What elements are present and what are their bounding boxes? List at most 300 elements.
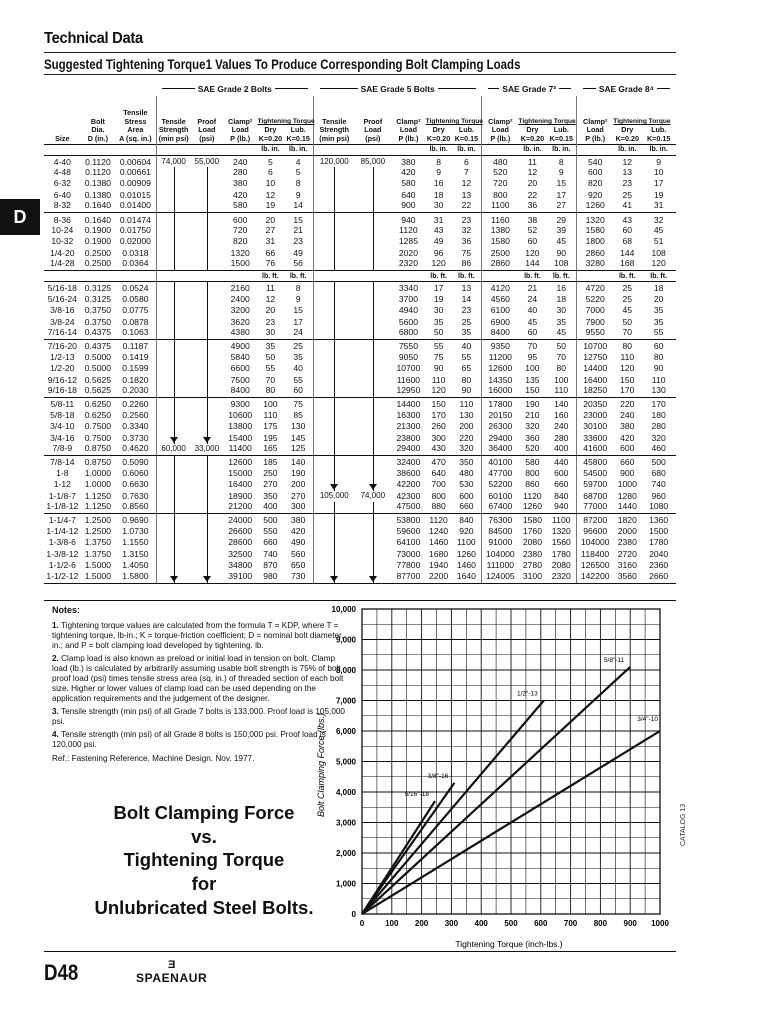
bolt-size: 4-48 <box>53 166 71 177</box>
g2-tensile <box>156 456 191 468</box>
g8-torque-dry: 900 <box>620 467 635 478</box>
stress-area: 0.2560 <box>122 409 149 420</box>
spec-continuation-line <box>174 549 175 561</box>
spec-continuation-line <box>334 560 335 572</box>
g7-torque-dry: 1760 <box>522 525 542 536</box>
g5-torque-lub: 32 <box>461 224 472 235</box>
unit-label: lb. in. <box>452 144 482 155</box>
g8-torque-dry: 220 <box>620 399 635 410</box>
g5-clamp-load: 77800 <box>396 560 421 571</box>
g8-torque-lub: 680 <box>651 467 666 478</box>
g7-torque-dry: 36 <box>518 201 546 213</box>
g2-clamp-load: 1500 <box>223 259 258 271</box>
g5-torque-lub: 920 <box>459 525 474 536</box>
g5-proof <box>355 467 392 479</box>
g8-torque-dry: 2720 <box>617 548 637 559</box>
table-row <box>44 456 676 468</box>
g5-clamp-load: 11600 <box>396 374 421 385</box>
x-tick-label: 600 <box>534 919 548 928</box>
g2-tensile <box>156 236 191 248</box>
g5-proof <box>355 537 392 549</box>
bolt-size: 1/4-28 <box>44 259 81 271</box>
spec-continuation-line <box>373 514 374 525</box>
stress-area: 0.1599 <box>122 363 149 374</box>
g7-torque-lub: 39 <box>556 224 567 235</box>
g5-clamp-load: 900 <box>391 201 426 213</box>
g7-torque-dry: 22 <box>527 190 538 201</box>
stress-area: 0.01015 <box>119 190 151 201</box>
bolt-size: 10-32 <box>51 236 74 247</box>
g2-torque-dry: 870 <box>263 560 278 571</box>
g5-tensile <box>314 409 355 421</box>
spec-continuation-line <box>174 259 175 270</box>
spec-continuation-line <box>174 537 175 549</box>
g5-torque-dry: 50 <box>426 328 452 340</box>
g5-tensile <box>314 421 355 433</box>
g2-proof <box>191 363 223 375</box>
g2-torque-dry: 31 <box>265 236 276 247</box>
spec-continuation-line <box>207 525 208 537</box>
bolt-size: 4-40 <box>53 156 71 167</box>
g8-torque-lub: 170 <box>651 399 666 410</box>
table-row <box>44 502 676 514</box>
g5-proof <box>355 363 392 375</box>
g5-clamp-load: 9050 <box>398 351 418 362</box>
g5-torque-lub: 320 <box>452 444 482 456</box>
g5-torque-dry: 43 <box>433 224 444 235</box>
spec-continuation-line <box>174 317 175 329</box>
stress-area: 0.8560 <box>115 502 156 514</box>
g2-proof: 55,000 <box>194 156 220 166</box>
g8-clamp-load: 540 <box>577 155 614 167</box>
g5-torque-dry: 470 <box>431 457 446 468</box>
spec-continuation-line <box>373 375 374 387</box>
g5-clamp-load: 1120 <box>399 224 418 235</box>
series-label: 1/2"-13 <box>517 690 538 698</box>
g8-torque-lub: 130 <box>641 386 676 398</box>
g7-clamp-load: 520 <box>482 167 519 179</box>
bolt-size: 5/16-24 <box>47 293 77 304</box>
g7-clamp-load: 67400 <box>482 502 519 514</box>
g8-torque-dry: 420 <box>620 432 635 443</box>
bolt-size: 8-32 <box>44 201 81 213</box>
table-row <box>44 282 676 294</box>
spec-continuation-line <box>373 305 374 317</box>
y-tick-label: 10,000 <box>331 605 356 614</box>
g5-torque-dry: 8 <box>436 156 441 167</box>
y-tick-label: 2,000 <box>335 849 356 858</box>
g7-torque-dry: 21 <box>527 283 538 294</box>
g2-tensile <box>156 479 191 491</box>
g2-torque-lub: 730 <box>283 572 313 584</box>
g8-torque-lub: 1780 <box>649 537 669 548</box>
unit-label: lb. in. <box>518 144 546 155</box>
spec-continuation-line <box>373 236 374 248</box>
g7-torque-lub: 400 <box>546 444 576 456</box>
g2-torque-dry: 400 <box>257 502 283 514</box>
spec-continuation-line <box>174 167 175 179</box>
g8-torque-dry: 240 <box>620 409 635 420</box>
table-row <box>44 409 676 421</box>
x-axis-label: Tightening Torque (inch-lbs.) <box>455 939 563 949</box>
g5-torque-dry: 150 <box>431 399 446 410</box>
g2-proof <box>191 467 223 479</box>
stress-area: 1.5800 <box>115 572 156 584</box>
g7-clamp-load: 20150 <box>482 409 519 421</box>
g2-proof <box>191 491 223 503</box>
g7-clamp-load: 60100 <box>482 491 519 503</box>
g5-torque-dry: 1680 <box>429 548 449 559</box>
series-label: 3/8"-16 <box>427 772 449 780</box>
g5-tensile: 105,000 <box>314 491 355 503</box>
g8-clamp-load: 9550 <box>577 328 614 340</box>
g8-clamp-load: 820 <box>577 178 614 190</box>
spec-continuation-line <box>174 328 175 339</box>
col-lub: Lub. K=0.15 <box>549 125 573 143</box>
g7-torque-dry: 45 <box>527 317 538 327</box>
bolt-size: 1-3/8-12 <box>46 548 79 559</box>
g7-torque-lub: 1100 <box>552 515 571 526</box>
spec-continuation-line <box>207 225 208 237</box>
g2-torque-dry: 27 <box>265 224 276 235</box>
g8-clamp-load: 23000 <box>577 409 614 421</box>
stress-area: 0.2030 <box>115 386 156 398</box>
g2-clamp-load: 1320 <box>230 248 250 259</box>
g8-torque-dry: 13 <box>622 166 633 177</box>
table-row <box>44 201 676 213</box>
stress-area: 0.3340 <box>122 421 149 432</box>
g5-tensile <box>314 444 355 456</box>
g2-tensile <box>156 433 191 445</box>
col-stress-area: Tensile Stress Area A (sq. in.) <box>119 107 152 143</box>
g7-clamp-load: 124005 <box>482 572 519 584</box>
g5-torque-lub: 86 <box>452 259 482 271</box>
spec-continuation-line <box>373 213 374 224</box>
g5-clamp-load: 73000 <box>396 548 421 559</box>
col-size: Size <box>55 133 70 143</box>
g5-clamp-load: 3340 <box>398 283 418 294</box>
g5-tensile <box>314 560 355 572</box>
spec-continuation-line <box>373 294 374 306</box>
note-2: 2. Clamp load is also known as preload or initial load in tension on bolt. Clamp load (lb.) is calculated by arbitrarily assuming usable bolt strength is 75% of bolt proof load (psi) times tensile stress area (sq. in.) of threaded section of each bolt size. Higher or lower values of clamp load can be used depending on the application requirements and the judgement of the designer. <box>52 653 344 703</box>
g5-tensile <box>314 167 355 179</box>
g5-torque-dry: 19 <box>433 293 444 304</box>
g8-torque-lub: 2040 <box>649 548 669 559</box>
g7-torque-lub: 100 <box>554 374 569 385</box>
g5-clamp-load: 21300 <box>396 421 421 432</box>
g2-torque-dry: 550 <box>263 525 278 536</box>
g5-tensile <box>314 537 355 549</box>
g5-torque-dry: 1940 <box>429 560 449 571</box>
brand-logo <box>136 960 207 985</box>
spec-continuation-line <box>373 328 374 339</box>
g8-clamp-load: 18250 <box>577 386 614 398</box>
spec-continuation-line <box>174 282 175 293</box>
g8-clamp-load: 59700 <box>577 479 614 491</box>
units-row <box>44 144 676 155</box>
y-tick-label: 3,000 <box>335 818 356 828</box>
g8-clamp-load: 96600 <box>577 525 614 537</box>
g2-clamp-load: 11400 <box>223 444 258 456</box>
g5-torque-dry: 800 <box>431 490 446 501</box>
bolt-size: 6-40 <box>53 190 71 201</box>
g2-clamp-load: 7500 <box>230 374 250 385</box>
g8-torque-dry: 25 <box>622 190 633 201</box>
table-row <box>44 467 676 479</box>
g8-torque-dry: 2380 <box>617 537 637 548</box>
spec-continuation-line <box>174 236 175 248</box>
g8-torque-dry: 41 <box>613 201 641 213</box>
table-row <box>44 479 676 491</box>
table-row <box>44 213 676 225</box>
g5-proof <box>355 549 392 561</box>
g5-tensile <box>314 201 355 213</box>
g2-proof <box>191 421 223 433</box>
bolt-diameter: 0.6250 <box>84 409 112 420</box>
stress-area: 0.1419 <box>122 351 149 362</box>
spec-continuation-line <box>373 190 374 202</box>
g5-torque-dry: 700 <box>431 479 446 490</box>
g2-tensile <box>156 537 191 549</box>
spec-continuation-line <box>207 363 208 375</box>
unit-label: lb. ft. <box>426 271 452 282</box>
g2-torque-lub: 380 <box>291 515 306 526</box>
stress-area: 0.0318 <box>122 248 149 259</box>
spec-continuation-line <box>207 282 208 293</box>
g7-clamp-load: 47700 <box>482 467 519 479</box>
g2-torque-dry: 30 <box>257 328 283 340</box>
g2-torque-lub: 420 <box>291 525 306 536</box>
g8-clamp-load: 30100 <box>577 421 614 433</box>
g5-proof <box>355 456 392 468</box>
g2-clamp-load: 3620 <box>230 317 250 327</box>
g5-tensile <box>314 363 355 375</box>
g2-torque-lub: 60 <box>283 386 313 398</box>
g7-torque-lub: 110 <box>546 386 576 398</box>
spec-continuation-line <box>207 502 208 513</box>
spec-continuation-line <box>207 549 208 561</box>
unit-label: lb. in. <box>613 144 641 155</box>
g8-torque-lub: 90 <box>653 363 664 374</box>
g5-proof <box>355 386 392 398</box>
bolt-diameter: 0.3125 <box>84 293 112 304</box>
g5-clamp-load: 32400 <box>396 457 421 468</box>
g2-tensile <box>156 328 191 340</box>
g2-proof <box>191 549 223 561</box>
g8-torque-dry: 1000 <box>617 479 637 490</box>
g7-clamp-load: 800 <box>482 190 519 202</box>
g8-torque-dry: 45 <box>622 305 633 316</box>
g7-clamp-load: 4120 <box>482 282 519 294</box>
spec-continuation-line <box>174 363 175 375</box>
g5-proof <box>355 248 392 260</box>
g5-tensile <box>314 259 355 271</box>
g8-torque-lub: 500 <box>651 457 666 468</box>
spec-continuation-line <box>174 421 175 433</box>
stress-area: 0.1820 <box>122 374 149 385</box>
stress-area: 0.5090 <box>122 457 149 468</box>
clamping-force-chart <box>272 597 692 953</box>
g5-torque-lub: 1460 <box>456 560 476 571</box>
table-row <box>44 363 676 375</box>
bolt-diameter: 0.5000 <box>84 363 112 374</box>
g5-proof <box>355 409 392 421</box>
table-row <box>44 167 676 179</box>
stress-area: 0.01400 <box>115 201 156 213</box>
units-row <box>44 271 676 282</box>
spec-continuation-line <box>207 340 208 351</box>
g5-tensile <box>314 190 355 202</box>
g8-torque-dry: 1440 <box>613 502 641 514</box>
bolt-size: 5/8-18 <box>50 409 75 420</box>
spec-continuation-line <box>174 560 175 572</box>
stress-area: 0.2260 <box>122 399 149 410</box>
stress-area: 0.00604 <box>119 156 151 167</box>
g2-clamp-load: 16400 <box>228 479 253 490</box>
g5-torque-lub: 1640 <box>452 572 482 584</box>
g7-clamp-load: 1160 <box>482 213 519 225</box>
y-tick-label: 4,000 <box>335 788 356 797</box>
bolt-diameter: 1.3750 <box>84 548 112 559</box>
g5-proof <box>355 167 392 179</box>
g7-torque-lub: 108 <box>546 259 576 271</box>
g2-torque-dry: 175 <box>263 421 278 432</box>
g7-torque-dry: 2780 <box>522 560 542 571</box>
spec-continuation-line <box>334 444 335 455</box>
series-label: 5/8"-11 <box>603 656 625 664</box>
g5-torque-dry: 49 <box>433 236 444 247</box>
g5-proof <box>355 178 392 190</box>
g2-torque-lub: 49 <box>293 248 303 259</box>
g2-clamp-load: 420 <box>233 190 248 201</box>
g7-torque-dry: 24 <box>527 293 538 304</box>
g5-torque-lub: 13 <box>461 283 472 294</box>
table-row <box>44 549 676 561</box>
col-dry: Tightening Torque Dry K=0.20 <box>613 118 671 143</box>
g7-torque-lub: 1780 <box>551 548 571 559</box>
g2-proof <box>191 259 223 271</box>
g8-torque-lub: 51 <box>653 236 664 247</box>
g8-torque-lub: 1080 <box>641 502 676 514</box>
g2-clamp-load: 4900 <box>230 341 250 352</box>
x-tick-label: 800 <box>593 919 608 928</box>
g8-torque-lub: 2660 <box>641 572 676 584</box>
bolt-diameter: 0.7500 <box>84 421 112 432</box>
g8-clamp-load: 3280 <box>577 259 614 271</box>
spec-continuation-line <box>373 502 374 513</box>
g5-proof <box>355 236 392 248</box>
g5-tensile: 120,000 <box>314 155 355 167</box>
g5-tensile <box>314 213 355 225</box>
stress-area: 0.9690 <box>122 515 149 526</box>
g5-proof <box>355 213 392 225</box>
bolt-size: 3/8-24 <box>50 317 75 327</box>
g2-tensile <box>156 375 191 387</box>
g2-torque-dry: 23 <box>265 317 276 327</box>
g8-clamp-load: 142200 <box>577 572 614 584</box>
divider <box>44 52 676 53</box>
col-dry: Tightening Torque Dry K=0.20 <box>257 118 315 143</box>
g5-proof <box>355 525 392 537</box>
spec-continuation-line <box>207 317 208 329</box>
g8-torque-lub: 31 <box>641 201 676 213</box>
g5-tensile <box>314 236 355 248</box>
g5-torque-dry: 170 <box>431 409 446 420</box>
g2-proof <box>191 525 223 537</box>
bolt-diameter: 0.1900 <box>84 236 112 247</box>
spec-continuation-line <box>207 467 208 479</box>
g7-torque-lub: 660 <box>554 479 569 490</box>
g8-torque-lub: 55 <box>641 328 676 340</box>
g5-torque-lub: 480 <box>459 467 474 478</box>
spec-continuation-line <box>373 317 374 329</box>
g2-proof <box>191 236 223 248</box>
g7-torque-lub: 70 <box>556 351 567 362</box>
g2-torque-lub: 40 <box>293 363 303 374</box>
bolt-diameter: 0.5000 <box>84 351 112 362</box>
g2-tensile <box>156 525 191 537</box>
spec-continuation-line <box>334 248 335 260</box>
g2-clamp-load: 820 <box>233 236 248 247</box>
table-row <box>44 259 676 271</box>
g5-clamp-load: 38600 <box>396 467 421 478</box>
unit-label: lb. in. <box>283 144 313 155</box>
divider <box>44 74 676 75</box>
g2-torque-dry: 11 <box>265 283 275 294</box>
g7-torque-lub: 1320 <box>551 525 571 536</box>
g2-torque-lub: 300 <box>283 502 313 514</box>
g2-clamp-load: 2160 <box>230 283 250 294</box>
g2-clamp-load: 380 <box>233 178 248 189</box>
bolt-diameter: 1.1250 <box>81 502 116 514</box>
g5-tensile <box>314 572 355 584</box>
stress-area: 0.0878 <box>122 317 149 327</box>
spec-continuation-line <box>174 201 175 212</box>
g7-clamp-load: 52200 <box>482 479 519 491</box>
g7-torque-dry: 1120 <box>523 490 542 501</box>
g7-torque-dry: 52 <box>527 224 538 235</box>
g2-torque-lub: 21 <box>293 224 303 235</box>
bolt-size: 9/16-18 <box>44 386 81 398</box>
g8-clamp-load: 16400 <box>577 375 614 387</box>
g5-torque-dry: 30 <box>433 305 444 316</box>
g5-clamp-load: 42200 <box>396 479 421 490</box>
spec-continuation-line <box>373 259 374 270</box>
bolt-size: 1-1/8-7 <box>48 490 76 501</box>
spec-continuation-line <box>207 386 208 397</box>
section-tab[interactable]: D <box>0 199 40 235</box>
col-lub: Lub. K=0.15 <box>454 125 479 143</box>
g5-torque-dry: 110 <box>431 374 446 385</box>
bolt-diameter: 0.1120 <box>85 166 111 177</box>
g2-torque-lub: 15 <box>293 214 303 225</box>
g7-torque-lub: 16 <box>556 283 567 294</box>
g2-tensile <box>156 190 191 202</box>
spec-continuation-line <box>334 549 335 561</box>
g5-torque-lub: 25 <box>461 317 472 327</box>
col-clamp: Clamp² Load P (lb.) <box>482 96 519 144</box>
g5-tensile <box>314 467 355 479</box>
g5-torque-lub: 600 <box>459 490 474 501</box>
g7-clamp-load: 2500 <box>482 248 519 260</box>
g2-clamp-load: 4380 <box>223 328 258 340</box>
spec-continuation-line <box>373 363 374 375</box>
g7-torque-lub: 940 <box>546 502 576 514</box>
g7-torque-dry: 520 <box>518 444 546 456</box>
g8-torque-dry: 660 <box>620 457 635 468</box>
g2-tensile <box>156 352 191 364</box>
g5-torque-dry: 120 <box>426 259 452 271</box>
